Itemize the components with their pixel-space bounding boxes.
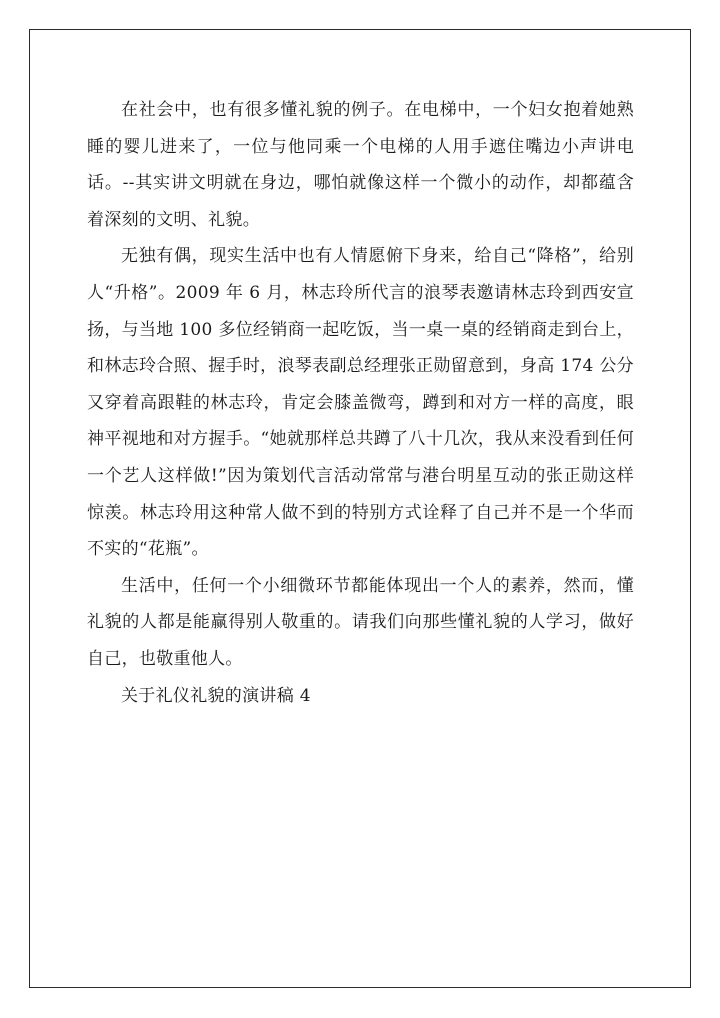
section-heading: 关于礼仪礼貌的演讲稿 4 bbox=[121, 685, 311, 706]
paragraph-lin-chiling-story: 无独有偶，现实生活中也有人情愿俯下身来，给自己“降格”，给别人“升格”。2009 年 6 月，林志玲所代言的浪琴表邀请林志玲到西安宣扬，与当地 100 多位经销商一起吃饭，当一桌一桌的经销商走到台上，和林志玲合照、握手时，浪琴表副总经理张正勋留意到，身高 174 公分又穿着高跟鞋的林志玲，肯定会膝盖微弯，蹲到和对方一样的高度，眼神平视地和对方握手。“她就那样总共蹲了八十几次，我从来没看到任何一个艺人这样做!”因为策划代言活动常常与港台明星互动的张正勋这样惊羡。林志玲用这种常人做不到的特别方式诠释了自己并不是一个华而不实的“花瓶”。 bbox=[87, 246, 634, 560]
document-body bbox=[87, 92, 634, 714]
paragraph-elevator-example: 在社会中，也有很多懂礼貌的例子。在电梯中，一个妇女抱着她熟睡的婴儿进来了，一位与他同乘一个电梯的人用手遮住嘴边小声讲电话。--其实讲文明就在身边，哪怕就像这样一个微小的动作，却都蕴含着深刻的文明、礼貌。 bbox=[87, 100, 634, 230]
paragraph-conclusion: 生活中，任何一个小细微环节都能体现出一个人的素养，然而，懂礼貌的人都是能赢得别人敬重的。请我们向那些懂礼貌的人学习，做好自己，也敬重他人。 bbox=[87, 575, 634, 669]
